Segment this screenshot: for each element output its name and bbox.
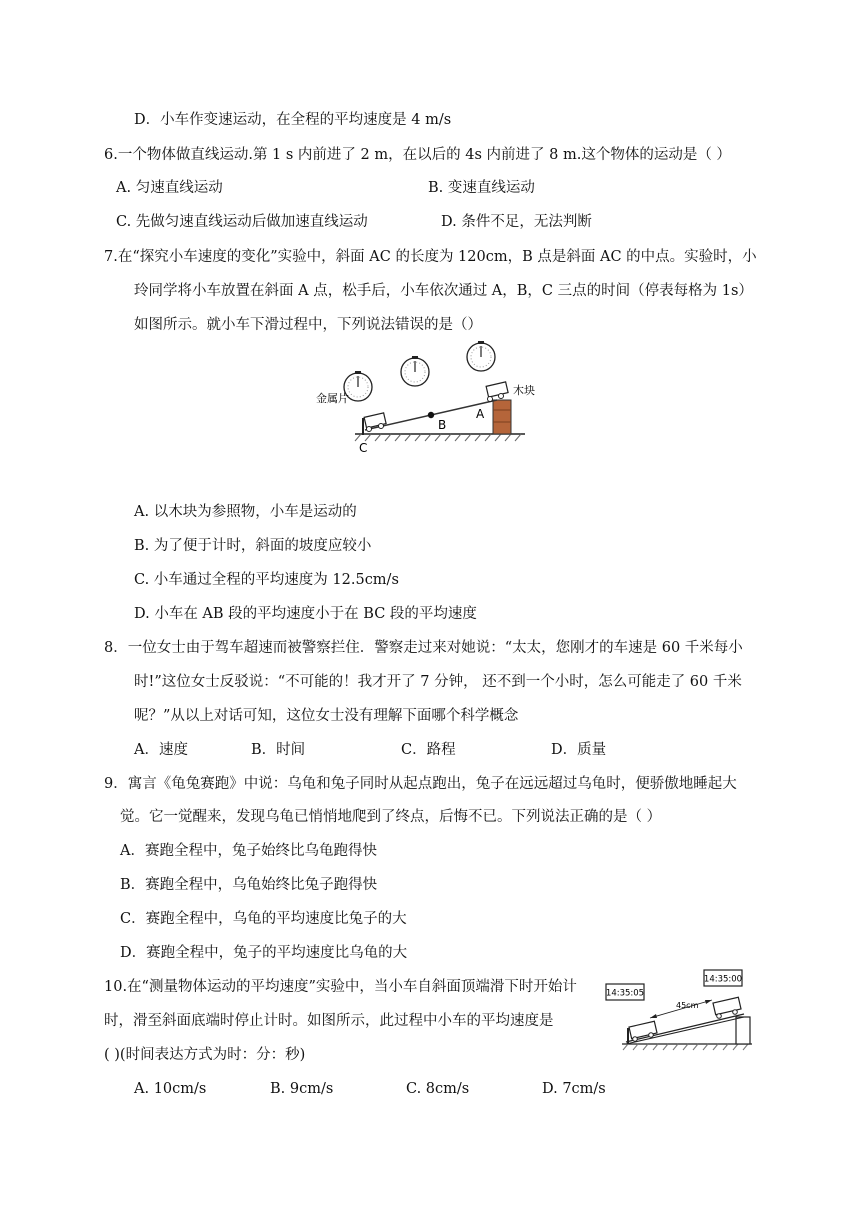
q6-option-a: A. 匀速直线运动 [116,180,223,196]
distance-label: 45cm [676,1001,699,1010]
q5-option-d: D．小车作变速运动，在全程的平均速度是 4 m/s [134,112,452,128]
q9-stem-line-1: 9．寓言《龟兔赛跑》中说：乌龟和兔子同时从起点跑出，兔子在远远超过乌龟时，便骄傲地睡起大 [104,776,737,792]
q10-option-c: C. 8cm/s [406,1081,470,1097]
label-b: B [438,418,447,432]
q7-stem-line-3: 如图所示。就小车下滑过程中，下列说法错误的是（） [134,317,482,333]
q10-incline-figure [604,964,756,1052]
q6-stem: 6.一个物体做直线运动.第 1 s 内前进了 2 m，在以后的 4s 内前进了 8 m.这个物体的运动是（ ） [104,147,731,163]
q7-option-a: A. 以木块为参照物，小车是运动的 [134,504,357,520]
label-c: C [359,441,368,455]
q8-option-a: A．速度 [134,742,188,758]
end-time: 14:35:05 [605,988,645,999]
q10-option-a: A. 10cm/s [134,1081,207,1097]
q9-option-c: C．赛跑全程中，乌龟的平均速度比兔子的大 [120,911,407,927]
stopwatch-a-icon [467,341,495,371]
label-a: A [476,407,485,421]
q6-option-b: B. 变速直线运动 [428,180,535,196]
q10-option-d: D. 7cm/s [542,1081,606,1097]
q8-stem-line-1: 8．一位女士由于驾车超速而被警察拦住．警察走过来对她说：“太太，您刚才的车速是 60 千米每小 [104,640,743,656]
cart-at-c-icon [364,413,386,432]
q10-stem-line-1: 10.在“测量物体运动的平均速度”实验中，当小车自斜面顶端滑下时开始计 [104,979,577,995]
q9-option-d: D．赛跑全程中，兔子的平均速度比乌龟的大 [120,945,408,961]
q8-stem-line-3: 呢？”从以上对话可知，这位女士没有理解下面哪个科学概念 [134,708,519,724]
q8-option-d: D．质量 [551,742,607,758]
stopwatch-b-icon [401,356,429,386]
q10-stem-line-3: ( )(时间表达方式为时：分：秒) [104,1047,306,1063]
q6-option-c: C. 先做匀速直线运动后做加速直线运动 [116,214,368,230]
q9-stem-line-2: 觉。它一觉醒来，发现乌龟已悄悄地爬到了终点，后悔不已。下列说法正确的是（ ） [120,809,662,825]
q7-option-d: D. 小车在 AB 段的平均速度小于在 BC 段的平均速度 [134,606,477,622]
q9-option-b: B．赛跑全程中，乌龟始终比兔子跑得快 [120,877,378,893]
start-time: 14:35:00 [703,974,743,985]
q7-option-c: C. 小车通过全程的平均速度为 12.5cm/s [134,572,399,588]
q6-option-d: D. 条件不足，无法判断 [441,214,592,230]
q7-stem-line-1: 7.在“探究小车速度的变化”实验中，斜面 AC 的长度为 120cm，B 点是斜面 AC 的中点。实验时，小 [104,249,757,265]
q7-incline-figure [315,338,545,460]
label-block: 木块 [513,384,535,397]
q10-stem-line-2: 时，滑至斜面底端时停止计时。如图所示，此过程中小车的平均速度是 [104,1013,554,1029]
q7-option-b: B. 为了便于计时，斜面的坡度应较小 [134,538,372,554]
q7-stem-line-2: 玲同学将小车放置在斜面 A 点，松手后，小车依次通过 A，B，C 三点的时间（停表每格为 1s） [134,283,753,299]
q8-stem-line-2: 时!”这位女士反驳说：“不可能的！我才开了 7 分钟， 还不到一个小时，怎么可能走了 60 千米 [134,674,742,690]
q10-option-b: B. 9cm/s [270,1081,334,1097]
q8-option-b: B．时间 [251,742,306,758]
q8-option-c: C．路程 [401,742,456,758]
cart-at-a-icon [486,382,508,402]
q9-option-a: A．赛跑全程中，兔子始终比乌龟跑得快 [120,843,377,859]
label-metal-sheet: 金属片 [316,392,349,405]
